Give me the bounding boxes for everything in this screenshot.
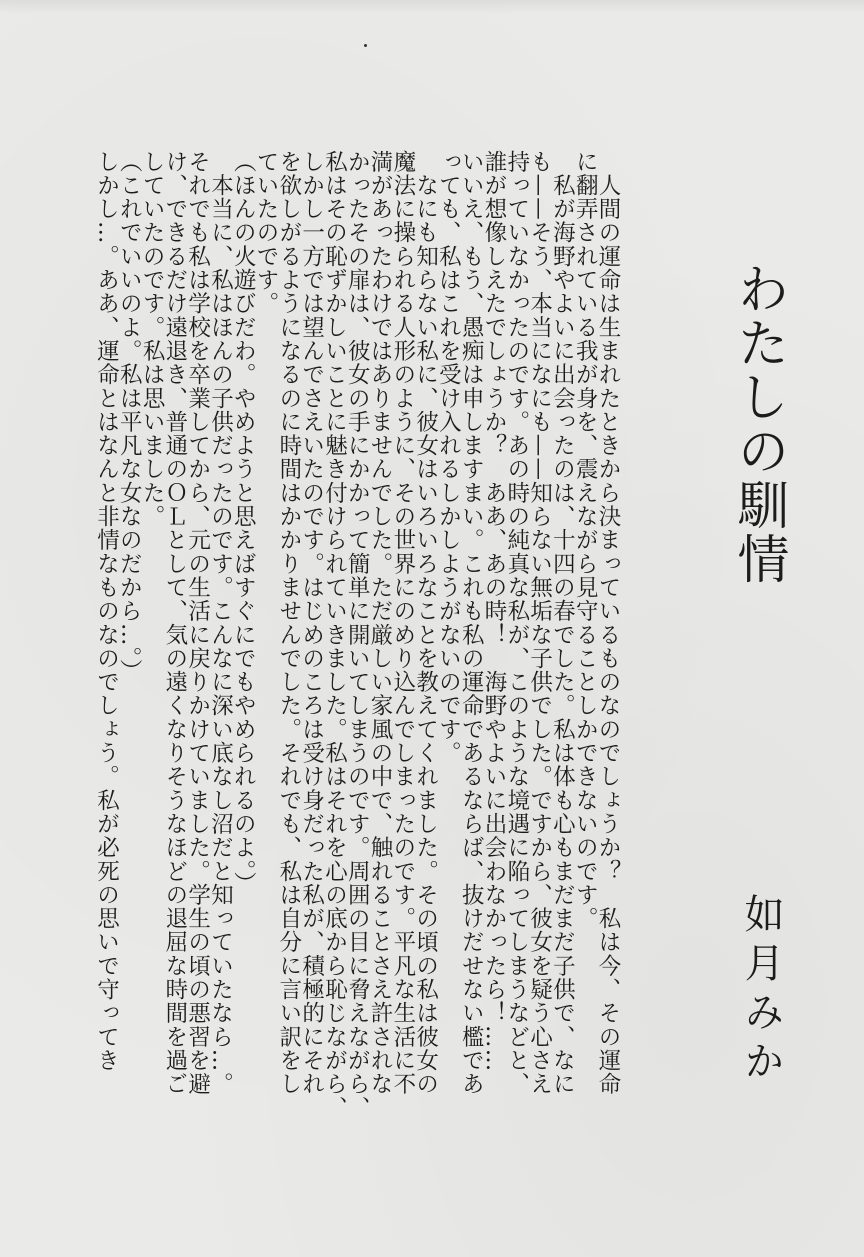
text-column: かったその扉は、彼女の手にかかって簡単に開いてしまうのです。周囲の目に脅えながら、 <box>344 150 371 1120</box>
story-title: わたしの馴情 <box>728 262 788 586</box>
text-column: 持っていなかったのです。あの時の純真な私が、このような境遇に陥ってしまうなどと、 <box>503 150 530 1096</box>
text-column: 魔法に操られる人形のように、その世界にのめり込んでしまったのです。平凡な生活に不 <box>389 150 416 1096</box>
vertical-body-text <box>93 150 621 1120</box>
author-name: 如月みか <box>738 893 784 1089</box>
text-column: に翻弄されている我が身を、震えながら見守ることしかできないのです。 <box>572 150 599 931</box>
page-top-edge <box>0 0 864 14</box>
text-column: していたのです。私は思いました。 <box>139 150 166 529</box>
text-column: 私はその恥ずかしいことに魅き付けられていきました。私はそれを心の底から恥じながら、 <box>321 150 348 1120</box>
text-column: 人間の運命は生まれたときから決まっているものなのでしょうか？ 私は今、その運命 <box>595 150 621 1096</box>
text-column: なにも知らない私に、彼女はいろいろなことを教えてくれました。その頃の私は彼女の <box>412 150 439 1096</box>
text-column: （これでいいのよ。私は平凡な女なのだから…。） <box>116 150 143 683</box>
text-column: いいえ、もう、愚痴は申しますまい。これも私の運命であるならば、抜けだせない檻であ <box>458 150 485 1096</box>
text-column: 私が海野やよいに出会ったのは、十四の春でした。私は体も心もまだまだ子供で、なに <box>549 150 576 1096</box>
ink-speck <box>364 44 367 47</box>
text-column: ていたのです。 <box>253 150 280 316</box>
text-column: っても、私はこれを受け入れるしかしようがないのです。 <box>435 150 462 765</box>
text-column: 本当に、私はほんの子供だったのです。こんなに深い底なし沼だと知っていたなら…。 <box>207 150 234 1096</box>
text-column: それでも私は学校を卒業してから、元の生活に戻りかけていました。学生の頃の悪習を避 <box>184 150 211 1096</box>
text-column: を欲しがるようになるのに時間はかかりませんでした。それでも、私は自分に言い訳をし <box>275 150 302 1096</box>
text-column: け、できるだけ遠退き、普通のＯＬとして、気の遠くなりそうなほどの退屈な時間を過ご <box>161 150 188 1096</box>
text-column: しかし…。ああ、運命とはなんと非情なものなのでしょう。私が必死の思いで守ってき <box>93 150 120 1073</box>
text-column: も——そう、本当になにも——知らない無垢な子供でした。ですから、彼女を疑う心さえ <box>526 150 553 1096</box>
text-column: 満があったわけではありませんでした。ただ厳しい家風の中で、触れることさえ許されな <box>367 150 394 1096</box>
text-column: しかし一方では望んでさえいたのです。はじめのころは受け身だった私が、積極的にそれ <box>298 150 325 1096</box>
text-column: （ほんの火遊びだわ。やめようと思えばすぐにでもやめられるのよ。） <box>230 150 257 896</box>
text-column: 誰が想像しえたでしょうか？ ああ、あの時！ 海野やよいに出会わなかったら！…… <box>481 150 508 1073</box>
